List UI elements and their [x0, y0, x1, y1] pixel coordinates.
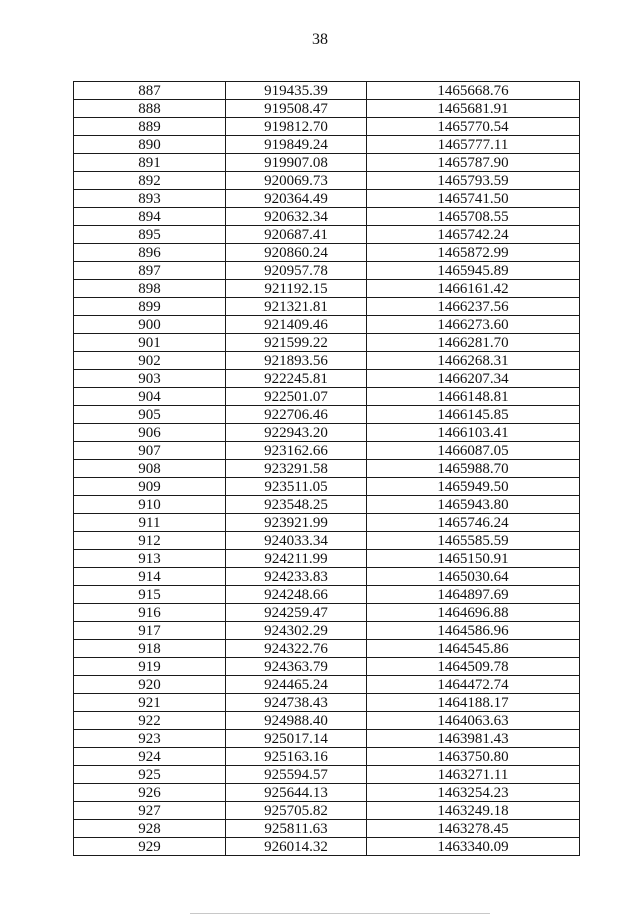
- y-coordinate-cell: 1463271.11: [367, 766, 580, 784]
- y-coordinate-cell: 1464897.69: [367, 586, 580, 604]
- y-coordinate-cell: 1465681.91: [367, 100, 580, 118]
- x-coordinate-cell: 919435.39: [226, 82, 367, 100]
- point-number-cell: 904: [74, 388, 226, 406]
- point-number-cell: 889: [74, 118, 226, 136]
- table-row: [74, 388, 580, 406]
- point-number-cell: 896: [74, 244, 226, 262]
- coordinates-table: [73, 81, 580, 856]
- point-number-cell: 903: [74, 370, 226, 388]
- x-coordinate-cell: 923921.99: [226, 514, 367, 532]
- table-row: [74, 460, 580, 478]
- y-coordinate-cell: 1465030.64: [367, 568, 580, 586]
- table-row: [74, 766, 580, 784]
- table-row: [74, 280, 580, 298]
- point-number-cell: 912: [74, 532, 226, 550]
- table-row: [74, 748, 580, 766]
- x-coordinate-cell: 921321.81: [226, 298, 367, 316]
- y-coordinate-cell: 1466145.85: [367, 406, 580, 424]
- point-number-cell: 922: [74, 712, 226, 730]
- point-number-cell: 906: [74, 424, 226, 442]
- point-number-cell: 926: [74, 784, 226, 802]
- x-coordinate-cell: 926014.32: [226, 838, 367, 856]
- table-row: [74, 226, 580, 244]
- y-coordinate-cell: 1465741.50: [367, 190, 580, 208]
- table-row: [74, 316, 580, 334]
- point-number-cell: 900: [74, 316, 226, 334]
- x-coordinate-cell: 925705.82: [226, 802, 367, 820]
- y-coordinate-cell: 1466148.81: [367, 388, 580, 406]
- y-coordinate-cell: 1465793.59: [367, 172, 580, 190]
- x-coordinate-cell: 920069.73: [226, 172, 367, 190]
- y-coordinate-cell: 1465988.70: [367, 460, 580, 478]
- y-coordinate-cell: 1466103.41: [367, 424, 580, 442]
- table-row: [74, 712, 580, 730]
- table-row: [74, 352, 580, 370]
- x-coordinate-cell: 924988.40: [226, 712, 367, 730]
- table-row: [74, 640, 580, 658]
- y-coordinate-cell: 1463254.23: [367, 784, 580, 802]
- y-coordinate-cell: 1465742.24: [367, 226, 580, 244]
- point-number-cell: 921: [74, 694, 226, 712]
- y-coordinate-cell: 1463249.18: [367, 802, 580, 820]
- x-coordinate-cell: 924302.29: [226, 622, 367, 640]
- x-coordinate-cell: 925017.14: [226, 730, 367, 748]
- x-coordinate-cell: 924465.24: [226, 676, 367, 694]
- scan-edge-line: [190, 913, 490, 914]
- table-row: [74, 82, 580, 100]
- y-coordinate-cell: 1464063.63: [367, 712, 580, 730]
- point-number-cell: 913: [74, 550, 226, 568]
- point-number-cell: 928: [74, 820, 226, 838]
- point-number-cell: 888: [74, 100, 226, 118]
- x-coordinate-cell: 919849.24: [226, 136, 367, 154]
- x-coordinate-cell: 924322.76: [226, 640, 367, 658]
- y-coordinate-cell: 1465668.76: [367, 82, 580, 100]
- y-coordinate-cell: 1465949.50: [367, 478, 580, 496]
- x-coordinate-cell: 925594.57: [226, 766, 367, 784]
- table-row: [74, 730, 580, 748]
- x-coordinate-cell: 920687.41: [226, 226, 367, 244]
- table-row: [74, 784, 580, 802]
- table-row: [74, 100, 580, 118]
- table-row: [74, 370, 580, 388]
- table-row: [74, 154, 580, 172]
- table-row: [74, 136, 580, 154]
- y-coordinate-cell: 1463278.45: [367, 820, 580, 838]
- x-coordinate-cell: 924738.43: [226, 694, 367, 712]
- x-coordinate-cell: 921192.15: [226, 280, 367, 298]
- table-row: [74, 532, 580, 550]
- x-coordinate-cell: 921409.46: [226, 316, 367, 334]
- point-number-cell: 890: [74, 136, 226, 154]
- y-coordinate-cell: 1465945.89: [367, 262, 580, 280]
- x-coordinate-cell: 919508.47: [226, 100, 367, 118]
- point-number-cell: 919: [74, 658, 226, 676]
- point-number-cell: 914: [74, 568, 226, 586]
- table-row: [74, 496, 580, 514]
- point-number-cell: 915: [74, 586, 226, 604]
- y-coordinate-cell: 1464472.74: [367, 676, 580, 694]
- x-coordinate-cell: 924248.66: [226, 586, 367, 604]
- point-number-cell: 908: [74, 460, 226, 478]
- point-number-cell: 898: [74, 280, 226, 298]
- table-row: [74, 658, 580, 676]
- x-coordinate-cell: 921893.56: [226, 352, 367, 370]
- y-coordinate-cell: 1465708.55: [367, 208, 580, 226]
- table-row: [74, 586, 580, 604]
- y-coordinate-cell: 1465585.59: [367, 532, 580, 550]
- point-number-cell: 897: [74, 262, 226, 280]
- table-row: [74, 550, 580, 568]
- x-coordinate-cell: 920632.34: [226, 208, 367, 226]
- table-row: [74, 514, 580, 532]
- y-coordinate-cell: 1465777.11: [367, 136, 580, 154]
- y-coordinate-cell: 1466087.05: [367, 442, 580, 460]
- table-row: [74, 208, 580, 226]
- point-number-cell: 924: [74, 748, 226, 766]
- table-row: [74, 244, 580, 262]
- table-row: [74, 262, 580, 280]
- point-number-cell: 905: [74, 406, 226, 424]
- point-number-cell: 920: [74, 676, 226, 694]
- x-coordinate-cell: 924033.34: [226, 532, 367, 550]
- table-row: [74, 424, 580, 442]
- y-coordinate-cell: 1464188.17: [367, 694, 580, 712]
- y-coordinate-cell: 1466281.70: [367, 334, 580, 352]
- table-row: [74, 676, 580, 694]
- x-coordinate-cell: 919812.70: [226, 118, 367, 136]
- point-number-cell: 893: [74, 190, 226, 208]
- point-number-cell: 894: [74, 208, 226, 226]
- x-coordinate-cell: 920860.24: [226, 244, 367, 262]
- point-number-cell: 891: [74, 154, 226, 172]
- x-coordinate-cell: 919907.08: [226, 154, 367, 172]
- y-coordinate-cell: 1466273.60: [367, 316, 580, 334]
- x-coordinate-cell: 923548.25: [226, 496, 367, 514]
- x-coordinate-cell: 923291.58: [226, 460, 367, 478]
- y-coordinate-cell: 1464586.96: [367, 622, 580, 640]
- point-number-cell: 918: [74, 640, 226, 658]
- x-coordinate-cell: 923511.05: [226, 478, 367, 496]
- table-row: [74, 190, 580, 208]
- table-row: [74, 478, 580, 496]
- y-coordinate-cell: 1463340.09: [367, 838, 580, 856]
- table-row: [74, 604, 580, 622]
- x-coordinate-cell: 925811.63: [226, 820, 367, 838]
- x-coordinate-cell: 925163.16: [226, 748, 367, 766]
- x-coordinate-cell: 924211.99: [226, 550, 367, 568]
- y-coordinate-cell: 1463981.43: [367, 730, 580, 748]
- table-row: [74, 406, 580, 424]
- y-coordinate-cell: 1466237.56: [367, 298, 580, 316]
- point-number-cell: 902: [74, 352, 226, 370]
- x-coordinate-cell: 920364.49: [226, 190, 367, 208]
- y-coordinate-cell: 1464696.88: [367, 604, 580, 622]
- x-coordinate-cell: 921599.22: [226, 334, 367, 352]
- table-row: [74, 442, 580, 460]
- y-coordinate-cell: 1465770.54: [367, 118, 580, 136]
- point-number-cell: 925: [74, 766, 226, 784]
- point-number-cell: 907: [74, 442, 226, 460]
- y-coordinate-cell: 1465872.99: [367, 244, 580, 262]
- page-number: 38: [312, 31, 328, 48]
- y-coordinate-cell: 1463750.80: [367, 748, 580, 766]
- point-number-cell: 887: [74, 82, 226, 100]
- y-coordinate-cell: 1464545.86: [367, 640, 580, 658]
- table-row: [74, 334, 580, 352]
- point-number-cell: 927: [74, 802, 226, 820]
- x-coordinate-cell: 923162.66: [226, 442, 367, 460]
- x-coordinate-cell: 922943.20: [226, 424, 367, 442]
- point-number-cell: 910: [74, 496, 226, 514]
- x-coordinate-cell: 922706.46: [226, 406, 367, 424]
- point-number-cell: 929: [74, 838, 226, 856]
- point-number-cell: 901: [74, 334, 226, 352]
- point-number-cell: 909: [74, 478, 226, 496]
- table-row: [74, 622, 580, 640]
- y-coordinate-cell: 1465943.80: [367, 496, 580, 514]
- x-coordinate-cell: 922245.81: [226, 370, 367, 388]
- point-number-cell: 916: [74, 604, 226, 622]
- table-row: [74, 802, 580, 820]
- table-row: [74, 568, 580, 586]
- x-coordinate-cell: 924363.79: [226, 658, 367, 676]
- y-coordinate-cell: 1466207.34: [367, 370, 580, 388]
- x-coordinate-cell: 925644.13: [226, 784, 367, 802]
- table-row: [74, 172, 580, 190]
- x-coordinate-cell: 924259.47: [226, 604, 367, 622]
- y-coordinate-cell: 1465150.91: [367, 550, 580, 568]
- table-row: [74, 820, 580, 838]
- x-coordinate-cell: 924233.83: [226, 568, 367, 586]
- point-number-cell: 899: [74, 298, 226, 316]
- y-coordinate-cell: 1466161.42: [367, 280, 580, 298]
- coordinates-table-body: [74, 82, 580, 856]
- point-number-cell: 895: [74, 226, 226, 244]
- table-row: [74, 694, 580, 712]
- table-row: [74, 118, 580, 136]
- y-coordinate-cell: 1465746.24: [367, 514, 580, 532]
- table-row: [74, 838, 580, 856]
- y-coordinate-cell: 1464509.78: [367, 658, 580, 676]
- y-coordinate-cell: 1465787.90: [367, 154, 580, 172]
- x-coordinate-cell: 920957.78: [226, 262, 367, 280]
- point-number-cell: 892: [74, 172, 226, 190]
- point-number-cell: 917: [74, 622, 226, 640]
- table-row: [74, 298, 580, 316]
- y-coordinate-cell: 1466268.31: [367, 352, 580, 370]
- point-number-cell: 911: [74, 514, 226, 532]
- x-coordinate-cell: 922501.07: [226, 388, 367, 406]
- point-number-cell: 923: [74, 730, 226, 748]
